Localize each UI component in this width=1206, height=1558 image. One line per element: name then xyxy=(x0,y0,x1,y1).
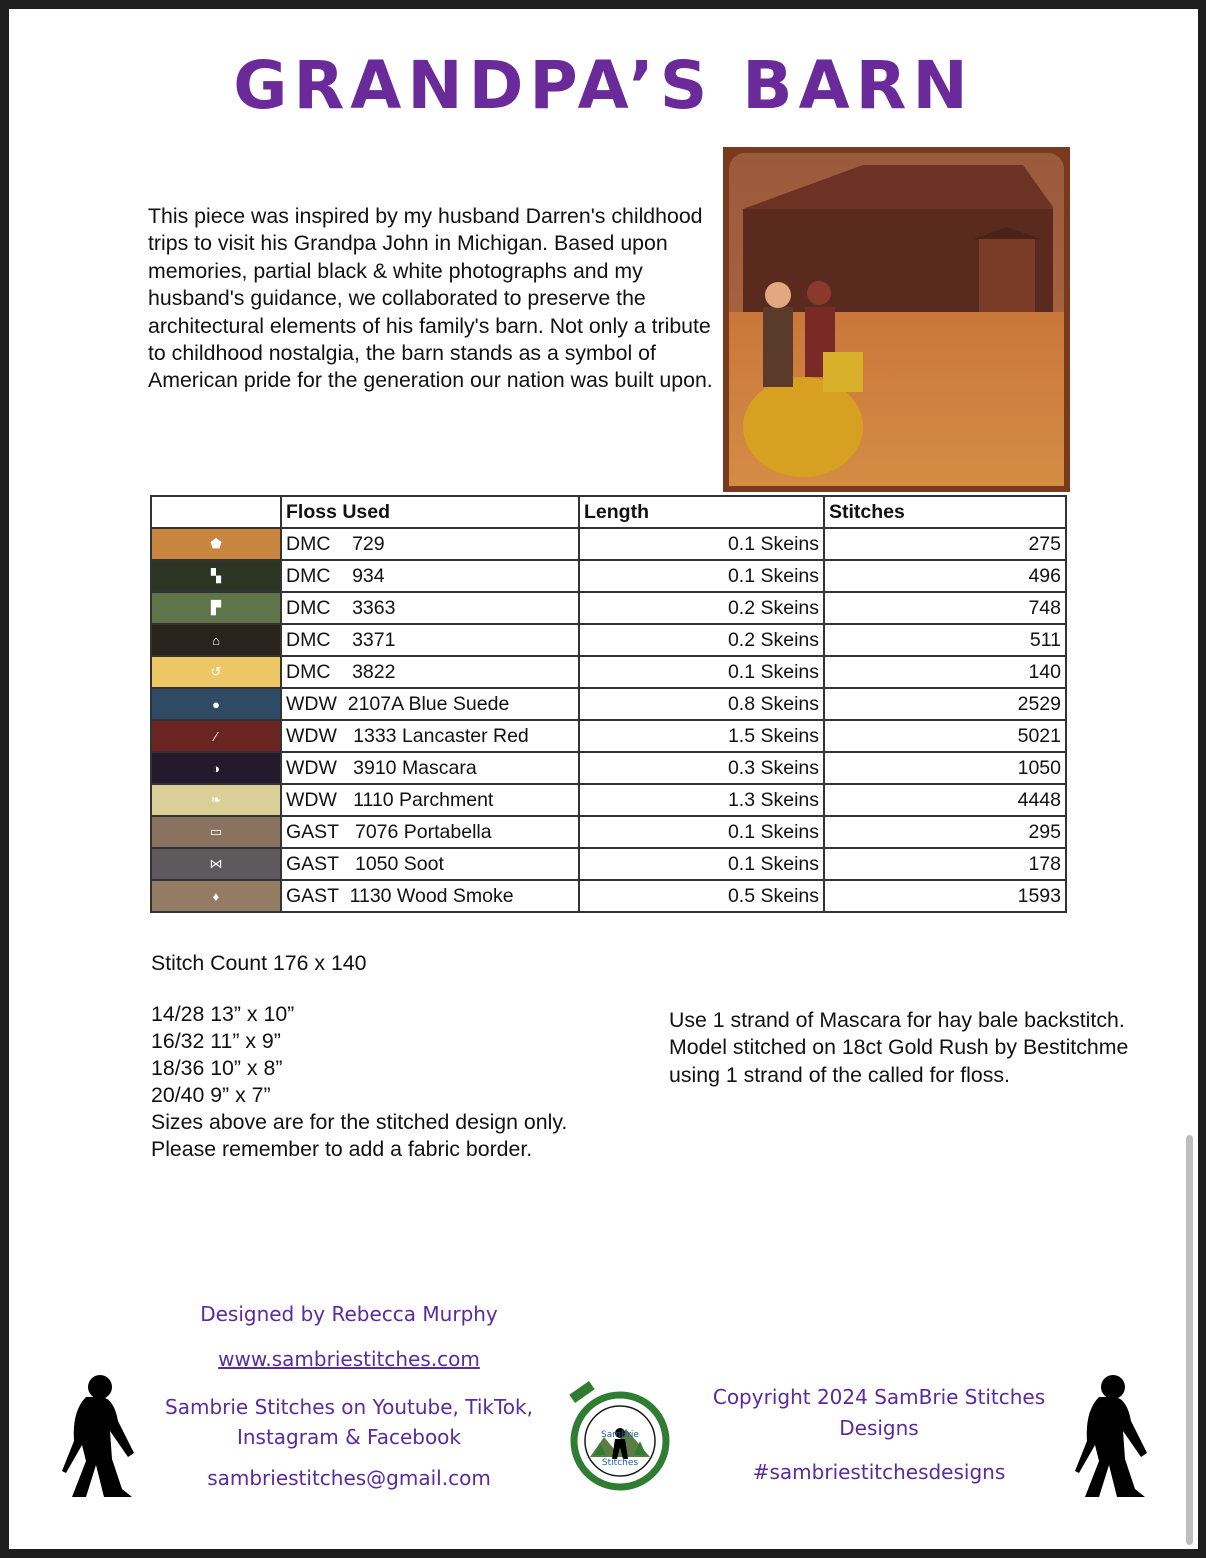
swatch-cell xyxy=(151,752,281,784)
swatch-cell xyxy=(151,880,281,912)
swatch-cell xyxy=(151,560,281,592)
length-header: Length xyxy=(579,496,824,528)
floss-swatch xyxy=(152,753,280,783)
floss-swatch xyxy=(152,881,280,911)
swatch-cell xyxy=(151,848,281,880)
floss-symbol: ∕ xyxy=(214,728,218,744)
table-row xyxy=(151,816,1066,848)
floss-symbol: ⬟ xyxy=(210,536,222,551)
floss-length: 0.1 Skeins xyxy=(579,848,824,880)
floss-stitches: 511 xyxy=(824,624,1066,656)
floss-name: WDW 1333 Lancaster Red xyxy=(281,720,579,752)
table-row xyxy=(151,560,1066,592)
table-row xyxy=(151,880,1066,912)
floss-name: DMC 3822 xyxy=(281,656,579,688)
floss-symbol: ⋈ xyxy=(209,856,223,871)
floss-table xyxy=(150,495,1067,913)
stitches-header: Stitches xyxy=(824,496,1066,528)
floss-name: DMC 729 xyxy=(281,528,579,560)
floss-length: 0.2 Skeins xyxy=(579,592,824,624)
website-link[interactable]: www.sambriestitches.com xyxy=(218,1347,480,1371)
floss-stitches: 4448 xyxy=(824,784,1066,816)
swatch-cell xyxy=(151,784,281,816)
backstitch-note: Use 1 strand of Mascara for hay bale backstitch. xyxy=(669,1008,1125,1032)
floss-name: GAST 7076 Portabella xyxy=(281,816,579,848)
table-row xyxy=(151,656,1066,688)
swatch-cell xyxy=(151,624,281,656)
floss-symbol: ▛ xyxy=(211,600,221,615)
barn-photo xyxy=(723,147,1070,492)
floss-swatch xyxy=(152,785,280,815)
floss-length: 0.1 Skeins xyxy=(579,656,824,688)
floss-swatch xyxy=(152,849,280,879)
table-row xyxy=(151,688,1066,720)
floss-stitches: 178 xyxy=(824,848,1066,880)
swatch-cell xyxy=(151,592,281,624)
floss-symbol: ▭ xyxy=(209,824,223,839)
floss-symbol: ▚ xyxy=(211,568,221,583)
social-text: Sambrie Stitches on Youtube, TikTok, Instagram & Facebook xyxy=(165,1395,533,1449)
floss-stitches: 275 xyxy=(824,528,1066,560)
size-18-count: 18/36 10” x 8” xyxy=(151,1056,283,1080)
floss-length: 0.2 Skeins xyxy=(579,624,824,656)
floss-stitches: 1593 xyxy=(824,880,1066,912)
size-20-count: 20/40 9” x 7” xyxy=(151,1083,271,1107)
floss-symbol: ⌂ xyxy=(212,632,220,648)
floss-stitches: 5021 xyxy=(824,720,1066,752)
floss-swatch xyxy=(152,817,280,847)
copyright-text: Copyright 2024 SamBrie Stitches Designs xyxy=(712,1385,1046,1440)
floss-stitches: 496 xyxy=(824,560,1066,592)
floss-length: 1.5 Skeins xyxy=(579,720,824,752)
table-row xyxy=(151,720,1066,752)
symbol-header xyxy=(151,496,281,528)
size-14-count: 14/28 13” x 10” xyxy=(151,1002,295,1026)
swatch-cell xyxy=(151,528,281,560)
floss-header: Floss Used xyxy=(281,496,579,528)
floss-length: 0.3 Skeins xyxy=(579,752,824,784)
table-row xyxy=(151,784,1066,816)
hashtag-text: #sambriestitchesdesigns xyxy=(752,1460,1006,1484)
model-note: Model stitched on 18ct Gold Rush by Bestitchme using 1 strand of the called for floss. xyxy=(669,1035,1129,1087)
floss-name: GAST 1050 Soot xyxy=(281,848,579,880)
floss-stitches: 2529 xyxy=(824,688,1066,720)
page-title: GRANDPA’S BARN xyxy=(233,47,974,124)
bigfoot-right-icon xyxy=(1055,1371,1155,1506)
floss-stitches: 295 xyxy=(824,816,1066,848)
floss-name: WDW 1110 Parchment xyxy=(281,784,579,816)
floss-swatch xyxy=(152,721,280,751)
floss-length: 0.1 Skeins xyxy=(579,528,824,560)
floss-length: 0.8 Skeins xyxy=(579,688,824,720)
stitching-notes xyxy=(669,1007,1129,1089)
floss-name: WDW 2107A Blue Suede xyxy=(281,688,579,720)
swatch-cell xyxy=(151,816,281,848)
floss-length: 1.3 Skeins xyxy=(579,784,824,816)
floss-swatch xyxy=(152,593,280,623)
swatch-cell xyxy=(151,720,281,752)
floss-name: DMC 934 xyxy=(281,560,579,592)
floss-swatch xyxy=(152,561,280,591)
swatch-cell xyxy=(151,656,281,688)
floss-stitches: 140 xyxy=(824,656,1066,688)
floss-symbol: ● xyxy=(212,696,220,712)
size-note: Sizes above are for the stitched design only. xyxy=(151,1110,568,1134)
floss-stitches: 748 xyxy=(824,592,1066,624)
floss-name: WDW 3910 Mascara xyxy=(281,752,579,784)
size-16-count: 16/32 11” x 9” xyxy=(151,1029,281,1053)
floss-swatch xyxy=(152,625,280,655)
floss-swatch xyxy=(152,657,280,687)
floss-symbol: ❧ xyxy=(210,792,222,807)
floss-swatch xyxy=(152,689,280,719)
table-row xyxy=(151,592,1066,624)
floss-name: DMC 3371 xyxy=(281,624,579,656)
designer-credit: Designed by Rebecca Murphy xyxy=(200,1302,498,1326)
floss-name: GAST 1130 Wood Smoke xyxy=(281,880,579,912)
floss-length: 0.5 Skeins xyxy=(579,880,824,912)
table-row xyxy=(151,848,1066,880)
size-list xyxy=(151,1001,567,1163)
logo-text: SamBrie Stitches xyxy=(601,1430,639,1468)
floss-symbol: ♦ xyxy=(212,888,220,904)
bigfoot-left-icon xyxy=(42,1371,142,1506)
swatch-cell xyxy=(151,688,281,720)
stitch-count: Stitch Count 176 x 140 xyxy=(151,951,367,975)
email-text: sambriestitches@gmail.com xyxy=(207,1466,491,1490)
floss-name: DMC 3363 xyxy=(281,592,579,624)
table-row xyxy=(151,624,1066,656)
floss-length: 0.1 Skeins xyxy=(579,560,824,592)
table-row xyxy=(151,752,1066,784)
floss-swatch xyxy=(152,529,280,559)
sambrie-logo xyxy=(564,1381,674,1493)
table-row xyxy=(151,528,1066,560)
floss-stitches: 1050 xyxy=(824,752,1066,784)
floss-symbol: ↺ xyxy=(210,664,222,679)
floss-symbol: ◑ xyxy=(212,760,220,776)
border-note: Please remember to add a fabric border. xyxy=(151,1137,533,1161)
scrollbar[interactable] xyxy=(1186,1135,1193,1545)
document-page xyxy=(9,9,1198,1549)
intro-paragraph: This piece was inspired by my husband Darren's childhood trips to visit his Grandpa John in Michigan. Based upon memories, partial black & white photographs and my husband's guidance, we collaborated to preserve the architectural elements of his family's barn. Not only a tribute to childhood nostalgia, the barn stands as a symbol of American pride for the generation our nation was built upon. xyxy=(148,204,713,393)
floss-length: 0.1 Skeins xyxy=(579,816,824,848)
